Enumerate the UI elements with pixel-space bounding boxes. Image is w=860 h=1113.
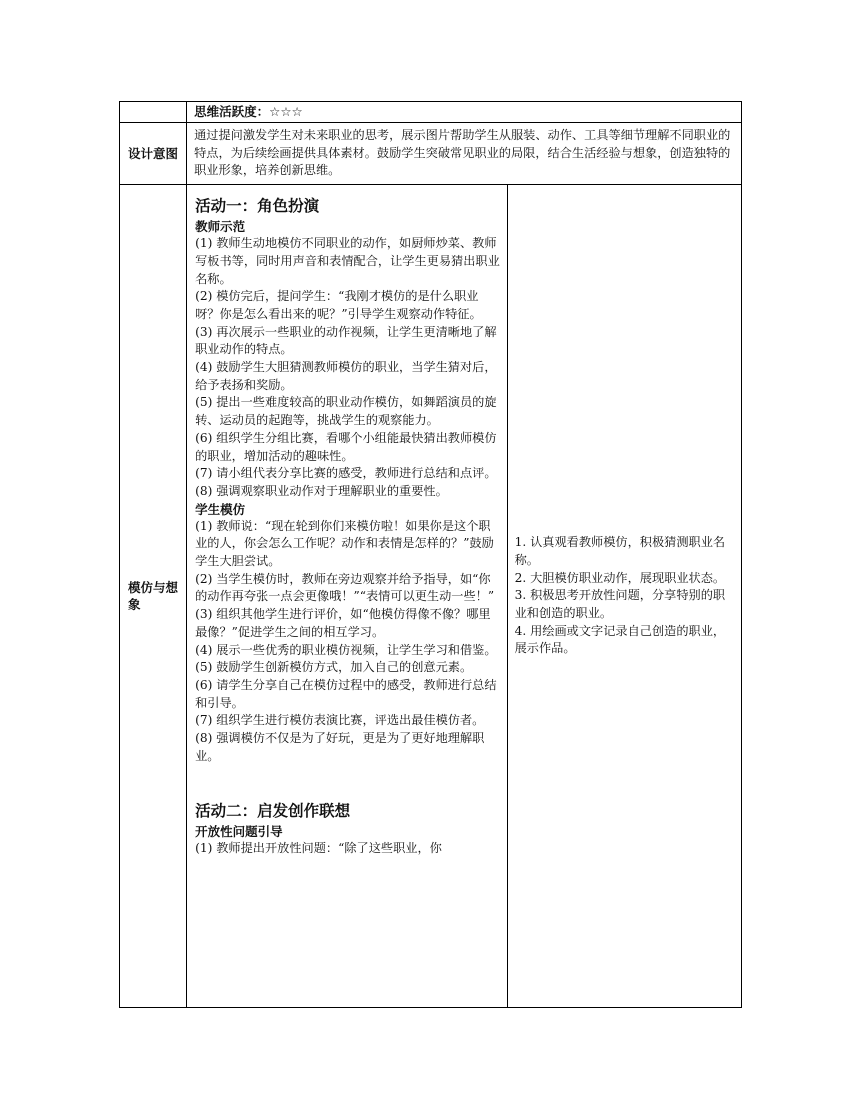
activity1-title: 活动一：角色扮演 — [195, 197, 320, 216]
list-item: (4) 鼓励学生大胆猜测教师模仿的职业，当学生猜对后，给予表扬和奖励。 — [195, 360, 497, 392]
list-item: (6) 请学生分享自己在模仿过程中的感受，教师进行总结和引导。 — [195, 677, 497, 710]
thinking-cell — [187, 102, 742, 123]
list-item: (5) 鼓励学生创新模仿方式，加入自己的创意元素。 — [195, 660, 473, 675]
list-item: (1) 教师提出开放性问题：“除了这些职业，你 — [195, 840, 442, 855]
imitation-row — [120, 185, 742, 1008]
thinking-row — [120, 102, 742, 123]
list-item: (3) 再次展示一些职业的动作视频，让学生更清晰地了解职业动作的特点。 — [195, 324, 497, 357]
student-imitation-title: 学生模仿 — [195, 501, 246, 517]
list-item: (1) 教师说：“现在轮到你们来模仿啦！如果你是这个职业的人，你会怎么工作呢？动作和表情是怎样的？”鼓励学生大胆尝试。 — [195, 518, 494, 569]
list-item: (3) 组织其他学生进行评价，如“他模仿得像不像？哪里最像？”促进学生之间的相互学习。 — [195, 607, 491, 639]
teacher-activities-cell — [187, 185, 508, 1008]
thinking-row-blank — [120, 102, 187, 123]
list-item: (2) 当学生模仿时，教师在旁边观察并给予指导，如“你的动作再夸张一点会更像哦！”“表情可以更生动一些！” — [195, 571, 495, 604]
list-item: (5) 提出一些难度较高的职业动作模仿，如舞蹈演员的旋转、运动员的起跑等，挑战学生的观察能力。 — [195, 395, 497, 428]
star-rating: ☆☆☆ — [269, 104, 303, 119]
list-item: (7) 组织学生进行模仿表演比赛，评选出最佳模仿者。 — [195, 713, 485, 728]
list-item: (4) 展示一些优秀的职业模仿视频，让学生学习和借鉴。 — [195, 642, 497, 657]
thinking-label: 思维活跃度： — [194, 104, 270, 119]
student-activity-item: 3. 积极思考开放性问题，分享特别的职业和创造的职业。 — [514, 588, 726, 620]
list-item: (2) 模仿完后，提问学生：“我刚才模仿的是什么职业呀？你是怎么看出来的呢？”引导学生观察动作特征。 — [195, 289, 482, 321]
list-item: (8) 强调模仿不仅是为了好玩，更是为了更好地理解职业。 — [195, 731, 485, 763]
lesson-plan-table — [119, 101, 742, 1008]
design-text: 通过提问激发学生对未来职业的思考，展示图片帮助学生从服装、动作、工具等细节理解不同职业的特点，为后续绘画提供具体素材。鼓励学生突破常见职业的局限，结合生活经验与想象，创造独特的职业形象，培养创新思维。 — [187, 123, 742, 185]
student-activity-item: 4. 用绘画或文字记录自己创造的职业，展示作品。 — [514, 623, 726, 656]
list-item: (8) 强调观察职业动作对于理解职业的重要性。 — [195, 483, 448, 498]
imitation-label: 模仿与想象 — [120, 185, 187, 1008]
activity2-title: 活动二：启发创作联想 — [195, 801, 351, 820]
student-activity-item: 2. 大胆模仿职业动作，展现职业状态。 — [514, 570, 726, 585]
teacher-demo-title: 教师示范 — [195, 219, 246, 235]
section-spacer — [195, 766, 501, 800]
list-item: (7) 请小组代表分享比赛的感受，教师进行总结和点评。 — [195, 466, 497, 481]
student-activity-item: 1. 认真观看教师模仿，积极猜测职业名称。 — [514, 535, 726, 567]
list-item: (1) 教师生动地模仿不同职业的动作，如厨师炒菜、教师写板书等，同时用声音和表情配合，让学生更易猜出职业名称。 — [195, 236, 500, 286]
design-label: 设计意图 — [120, 123, 187, 185]
student-activities-cell — [507, 185, 741, 1008]
open-questions-title: 开放性问题引导 — [195, 823, 283, 839]
design-row — [120, 123, 742, 185]
list-item: (6) 组织学生分组比赛，看哪个小组能最快猜出教师模仿的职业，增加活动的趣味性。 — [195, 430, 497, 463]
